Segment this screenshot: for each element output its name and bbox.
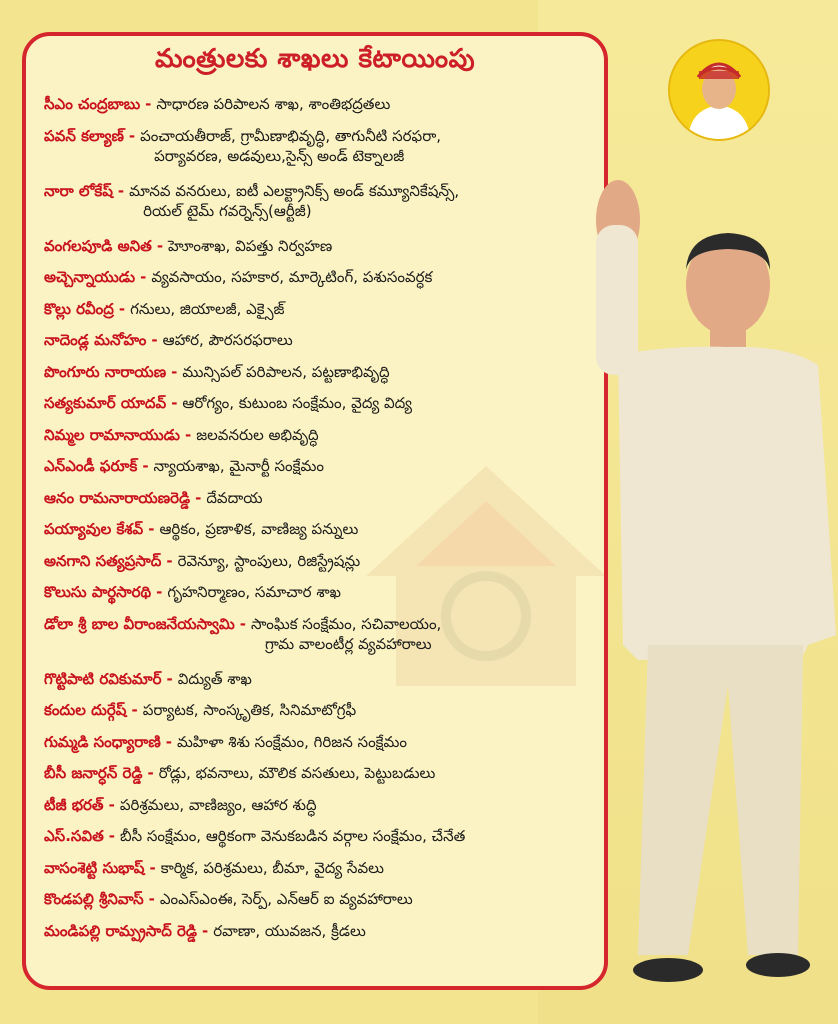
ministers-list [44, 94, 594, 952]
separator-dash: - [142, 457, 149, 475]
minister-row [44, 126, 594, 181]
separator-dash: - [202, 921, 209, 940]
separator-dash: - [171, 394, 178, 412]
minister-name: కందుల దుర్గేష్ [44, 701, 127, 719]
separator-dash: - [118, 299, 126, 318]
separator-dash: - [147, 764, 154, 782]
minister-name: పవన్ కల్యాణ్ [44, 126, 124, 145]
minister-name: పయ్యావుల కేశవ్ [44, 520, 144, 538]
minister-name: కొండపల్లి శ్రీనివాస్ [44, 890, 144, 908]
minister-portfolio: పంచాయతీరాజ్, గ్రామీణాభివృద్ధి, తాగునీటి సరఫరా, [140, 126, 442, 145]
minister-name: గుమ్మడి సంధ్యారాణి [44, 732, 161, 751]
minister-name: బీసీ జనార్ధన్ రెడ్డి [44, 764, 143, 782]
separator-dash: - [148, 890, 155, 908]
separator-dash: - [108, 795, 115, 814]
minister-portfolio: జలవనరుల అభివృద్ధి [196, 425, 319, 444]
portfolio-block [160, 889, 413, 909]
separator-dash: - [156, 236, 164, 255]
portfolio-block [154, 456, 324, 476]
minister-row [44, 299, 594, 331]
separator-dash: - [156, 583, 163, 601]
minister-portfolio-line2: రియల్ టైమ్ గవర్నెన్స్(ఆర్టీజీ) [143, 201, 312, 220]
minister-name: ఎన్ఎండీ ఫరూక్ [44, 457, 138, 475]
separator-dash: - [195, 488, 202, 507]
minister-name: మండిపల్లి రామ్ప్రసాద్ రెడ్డి [44, 921, 198, 940]
minister-row [44, 826, 594, 858]
minister-row [44, 330, 594, 362]
portfolio-block [178, 669, 252, 689]
ntr-portrait-icon [668, 39, 770, 141]
portfolio-block [151, 267, 432, 287]
portfolio-block [167, 582, 341, 602]
minister-name: టీజీ భరత్ [44, 795, 104, 814]
minister-name: సీఎం చంద్రబాబు [44, 95, 141, 113]
minister-row [44, 795, 594, 827]
separator-dash: - [151, 331, 158, 349]
portfolio-block [159, 763, 436, 783]
minister-name: అనగాని సత్యప్రసాద్ [44, 551, 162, 570]
portfolio-block [251, 614, 441, 654]
portfolio-block [156, 94, 390, 114]
minister-name: పొంగూరు నారాయణ [44, 362, 167, 381]
separator-dash: - [149, 858, 156, 877]
minister-name: సత్యకుమార్ యాదవ్ [44, 394, 167, 412]
separator-dash: - [128, 126, 136, 145]
page-title: మంత్రులకు శాఖలు కేటాయింపు [154, 44, 476, 74]
portfolio-block [163, 330, 293, 350]
minister-portfolio: పరిశ్రమలు, వాణిజ్యం, ఆహార శుద్ధి [119, 795, 317, 814]
portfolio-block [196, 425, 318, 445]
minister-portfolio: ఆహార, పౌరసరఫరాలు [162, 331, 293, 349]
minister-portfolio: వ్యవసాయం, సహకార, మార్కెటింగ్, పశుసంవర్ధక [151, 268, 433, 286]
minister-portfolio-line2: పర్యావరణ, అడవులు,సైన్స్ అండ్ టెక్నాలజీ [154, 146, 405, 165]
leader-figure-icon [578, 165, 838, 1000]
minister-portfolio: గనులు, జియాలజీ, ఎక్సైజ్ [130, 299, 285, 318]
separator-dash: - [166, 551, 173, 570]
minister-portfolio: ఆర్థికం, ప్రణాళిక, వాణిజ్య పన్నులు [159, 520, 359, 538]
minister-name: ఆనం రామనారాయణరెడ్డి [44, 488, 191, 507]
portfolio-block [129, 181, 459, 221]
separator-dash: - [184, 425, 192, 444]
minister-row [44, 614, 594, 669]
minister-portfolio: దేవదాయ [206, 488, 263, 507]
minister-row [44, 669, 594, 701]
minister-portfolio: గృహనిర్మాణం, సమాచార శాఖ [167, 583, 341, 601]
minister-portfolio: ఎంఎస్ఎంఈ, సెర్ప్, ఎన్ఆర్ ఐ వ్యవహారాలు [159, 890, 413, 908]
minister-row [44, 94, 594, 126]
portfolio-block [213, 921, 366, 941]
minister-row [44, 921, 594, 953]
portfolio-block [161, 858, 384, 878]
minister-portfolio: సాధారణ పరిపాలన శాఖ, శాంతిభద్రతలు [156, 95, 391, 113]
minister-portfolio: విద్యుత్ శాఖ [177, 669, 252, 688]
minister-row [44, 519, 594, 551]
portfolio-block [120, 795, 317, 815]
minister-portfolio: పర్యాటక, సాంస్కృతిక, సినిమాటోగ్రఫీ [142, 701, 357, 719]
portfolio-block [182, 362, 389, 382]
minister-portfolio: రెవెన్యూ, స్టాంపులు, రిజిస్ట్రేషన్లు [177, 551, 361, 570]
portfolio-block [130, 299, 284, 319]
separator-dash: - [148, 520, 155, 538]
separator-dash: - [140, 268, 147, 286]
minister-name: వాసంశెట్టి సుభాష్ [44, 858, 145, 877]
minister-name: కొల్లు రవీంద్ర [44, 299, 114, 318]
minister-name: డోలా శ్రీ బాల వీరాంజనేయస్వామి [44, 614, 235, 633]
separator-dash: - [145, 95, 152, 113]
minister-row [44, 732, 594, 764]
separator-dash: - [165, 732, 172, 751]
ministers-card [22, 32, 608, 990]
separator-dash: - [117, 181, 125, 200]
minister-name: వంగలపూడి అనిత [44, 236, 152, 255]
minister-portfolio: మానవ వనరులు, ఐటీ ఎలక్ట్రానిక్స్ అండ్ కమ్యూనికేషన్స్, [129, 181, 460, 200]
portfolio-block [143, 700, 357, 720]
minister-row [44, 582, 594, 614]
separator-dash: - [171, 362, 178, 381]
minister-portfolio: రవాణా, యువజన, క్రీడలు [213, 921, 366, 940]
portfolio-block [120, 826, 465, 846]
minister-name: ఎస్.సవిత [44, 827, 104, 845]
minister-portfolio: కార్మిక, పరిశ్రమలు, బీమా, వైద్య సేవలు [160, 858, 384, 877]
minister-portfolio: ఆరోగ్యం, కుటుంబ సంక్షేమం, వైద్య విద్య [182, 394, 412, 412]
minister-name: అచ్చెన్నాయుడు [44, 268, 136, 286]
minister-row [44, 393, 594, 425]
separator-dash: - [131, 701, 138, 719]
minister-portfolio: న్యాయశాఖ, మైనార్టీ సంక్షేమం [153, 457, 324, 475]
minister-portfolio: మున్సిపల్ పరిపాలన, పట్టణాభివృద్ధి [182, 362, 390, 381]
portfolio-block [182, 393, 412, 413]
minister-portfolio: మహిళా శిశు సంక్షేమం, గిరిజన సంక్షేమం [176, 732, 407, 751]
minister-row [44, 700, 594, 732]
minister-row [44, 889, 594, 921]
minister-name: నిమ్మల రామానాయుడు [44, 425, 180, 444]
minister-row [44, 425, 594, 457]
minister-row [44, 551, 594, 583]
minister-name: కొలుసు పార్థసారథి [44, 583, 152, 601]
minister-row [44, 362, 594, 394]
separator-dash: - [239, 614, 246, 633]
separator-dash: - [108, 827, 115, 845]
minister-row [44, 488, 594, 520]
minister-name: నారా లోకేష్ [44, 181, 113, 200]
portfolio-block [159, 519, 358, 539]
minister-row [44, 267, 594, 299]
minister-row [44, 181, 594, 236]
minister-row [44, 236, 594, 268]
minister-portfolio: హెూంశాఖ, విపత్తు నిర్వహణ [168, 236, 333, 255]
minister-row [44, 763, 594, 795]
minister-portfolio-line2: గ్రామ వాలంటీర్ల వ్యవహారాలు [264, 634, 432, 653]
minister-row [44, 456, 594, 488]
portfolio-block [178, 551, 361, 571]
portfolio-block [140, 126, 441, 166]
minister-portfolio: సాంఘిక సంక్షేమం, సచివాలయం, [250, 614, 442, 633]
portfolio-block [206, 488, 262, 508]
minister-name: గొట్టిపాటి రవికుమార్ [44, 669, 162, 688]
portfolio-block [168, 236, 332, 256]
separator-dash: - [166, 669, 173, 688]
minister-name: నాదెండ్ల మనోహం [44, 331, 147, 349]
minister-portfolio: బీసీ సంక్షేమం, ఆర్థికంగా వెనుకబడిన వర్గాల సంక్షేమం, చేనేత [120, 827, 466, 845]
minister-portfolio: రోడ్లు, భవనాలు, మౌలిక వసతులు, పెట్టుబడులు [158, 764, 436, 782]
minister-row [44, 858, 594, 890]
portfolio-block [177, 732, 407, 752]
